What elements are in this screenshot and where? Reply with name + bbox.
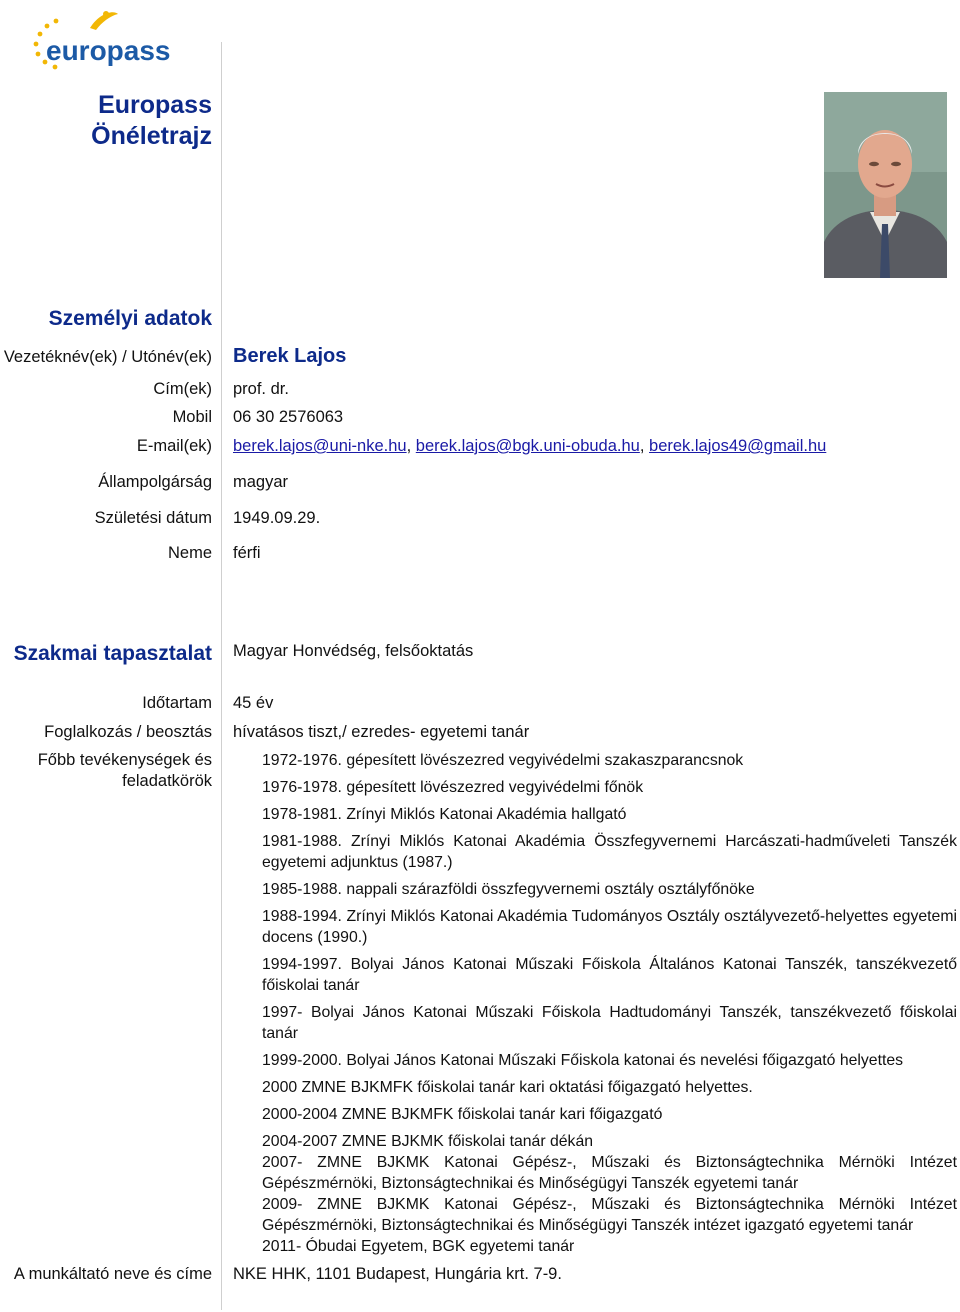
employer-label: A munkáltató neve és címe (13, 1265, 212, 1283)
activities-label-line-1: Főbb tevékenységek és (37, 751, 212, 769)
activity-item: 2000 ZMNE BJKMFK főiskolai tanár kari oktatási főigazgató helyettes. (262, 1079, 753, 1096)
nationality-label: Állampolgárság (98, 473, 212, 491)
activity-item: 2004-2007 ZMNE BJKMK főiskolai tanár dékán (262, 1133, 594, 1150)
email-link-3[interactable]: berek.lajos49@gmail.hu (649, 437, 827, 455)
gender-value: férfi (233, 544, 261, 562)
activity-item: 1976-1978. gépesített lövészezred vegyivédelmi főnök (262, 779, 644, 796)
nationality-value: magyar (233, 473, 289, 491)
activity-item: 1988-1994. Zrínyi Miklós Katonai Akadémia Tudományos Osztály osztályvezető-helyettes egyetemi docens (1990.) (262, 908, 957, 946)
duration-value: 45 év (233, 694, 274, 712)
document-title (91, 90, 212, 152)
profile-photo (824, 92, 947, 278)
activities-label (38, 750, 212, 792)
email-separator: , (639, 437, 650, 455)
activity-item: 1997- Bolyai János Katonai Műszaki Főiskola Hadtudományi Tanszék, tanszékvezető főiskolai tanár (262, 1004, 957, 1042)
email-separator: , (406, 437, 416, 455)
activity-item: 2011- Óbudai Egyetem, BGK egyetemi tanár (262, 1238, 575, 1255)
activities-label-line-2: feladatkörök (122, 772, 212, 790)
activity-item: 1994-1997. Bolyai János Katonai Műszaki Főiskola Általános Katonai Tanszék, tanszékvezető főiskolai tanár (262, 956, 957, 994)
birthdate-label: Születési dátum (94, 509, 212, 527)
mobile-label: Mobil (172, 408, 212, 426)
address-label: Cím(ek) (153, 380, 212, 398)
activity-item: 2007- ZMNE BJKMK Katonai Gépész-, Műszaki és Biztonságtechnika Mérnöki Intézet Gépészmérnöki, Biztonságtechnikai és Minőségügyi Tanszék egyetemi tanár (262, 1154, 957, 1192)
activity-item: 1981-1988. Zrínyi Miklós Katonai Akadémia Összfegyvernemi Harcászati-hadműveleti Tanszék egyetemi adjunktus (1987.) (262, 833, 957, 871)
position-label: Foglalkozás / beosztás (44, 723, 212, 741)
employer-value: NKE HHK, 1101 Budapest, Hungária krt. 7-9. (233, 1265, 562, 1283)
europass-logo-graphic (30, 8, 171, 72)
birthdate-value: 1949.09.29. (233, 509, 321, 527)
email-label: E-mail(ek) (136, 437, 212, 455)
email-link-1[interactable]: berek.lajos@uni-nke.hu (233, 437, 407, 455)
name-label: Vezetéknév(ek) / Utónév(ek) (3, 348, 212, 366)
email-list (233, 436, 826, 457)
duration-label: Időtartam (142, 694, 212, 712)
column-divider (221, 42, 222, 1310)
activity-item: 2009- ZMNE BJKMK Katonai Gépész-, Műszaki és Biztonságtechnika Mérnöki Intézet Gépészmérnöki, Biztonságtechnikai és Minőségügyi Tanszék intézet igazgató egyetemi tanár (262, 1196, 957, 1234)
mobile-value: 06 30 2576063 (233, 408, 344, 426)
activity-item: 2000-2004 ZMNE BJKMFK főiskolai tanár kari főigazgató (262, 1106, 663, 1123)
activities-list (262, 750, 957, 1257)
title-line-1: Europass (98, 91, 212, 119)
europass-logo (30, 8, 171, 72)
activity-item: 1999-2000. Bolyai János Katonai Műszaki Főiskola katonai és nevelési főigazgató helyettes (262, 1052, 904, 1069)
activity-item: 1985-1988. nappali szárazföldi összfegyvernemi osztály osztályfőnöke (262, 881, 755, 898)
experience-heading: Szakmai tapasztalat (13, 642, 212, 665)
email-link-2[interactable]: berek.lajos@bgk.uni-obuda.hu (415, 437, 640, 455)
address-value: prof. dr. (233, 380, 289, 398)
position-value: hívatásos tiszt,/ ezredes- egyetemi tanár (233, 723, 530, 741)
title-line-2: Önéletrajz (91, 122, 212, 150)
name-value: Berek Lajos (233, 345, 347, 367)
gender-label: Neme (167, 544, 212, 562)
portrait-image (824, 92, 947, 278)
personal-data-heading: Személyi adatok (48, 307, 212, 330)
activity-item: 1978-1981. Zrínyi Miklós Katonai Akadémia hallgató (262, 806, 627, 823)
logo-wordmark: europass (46, 35, 171, 66)
activity-item: 1972-1976. gépesített lövészezred vegyivédelmi szakaszparancsnok (262, 752, 744, 769)
experience-sector: Magyar Honvédség, felsőoktatás (233, 642, 474, 660)
